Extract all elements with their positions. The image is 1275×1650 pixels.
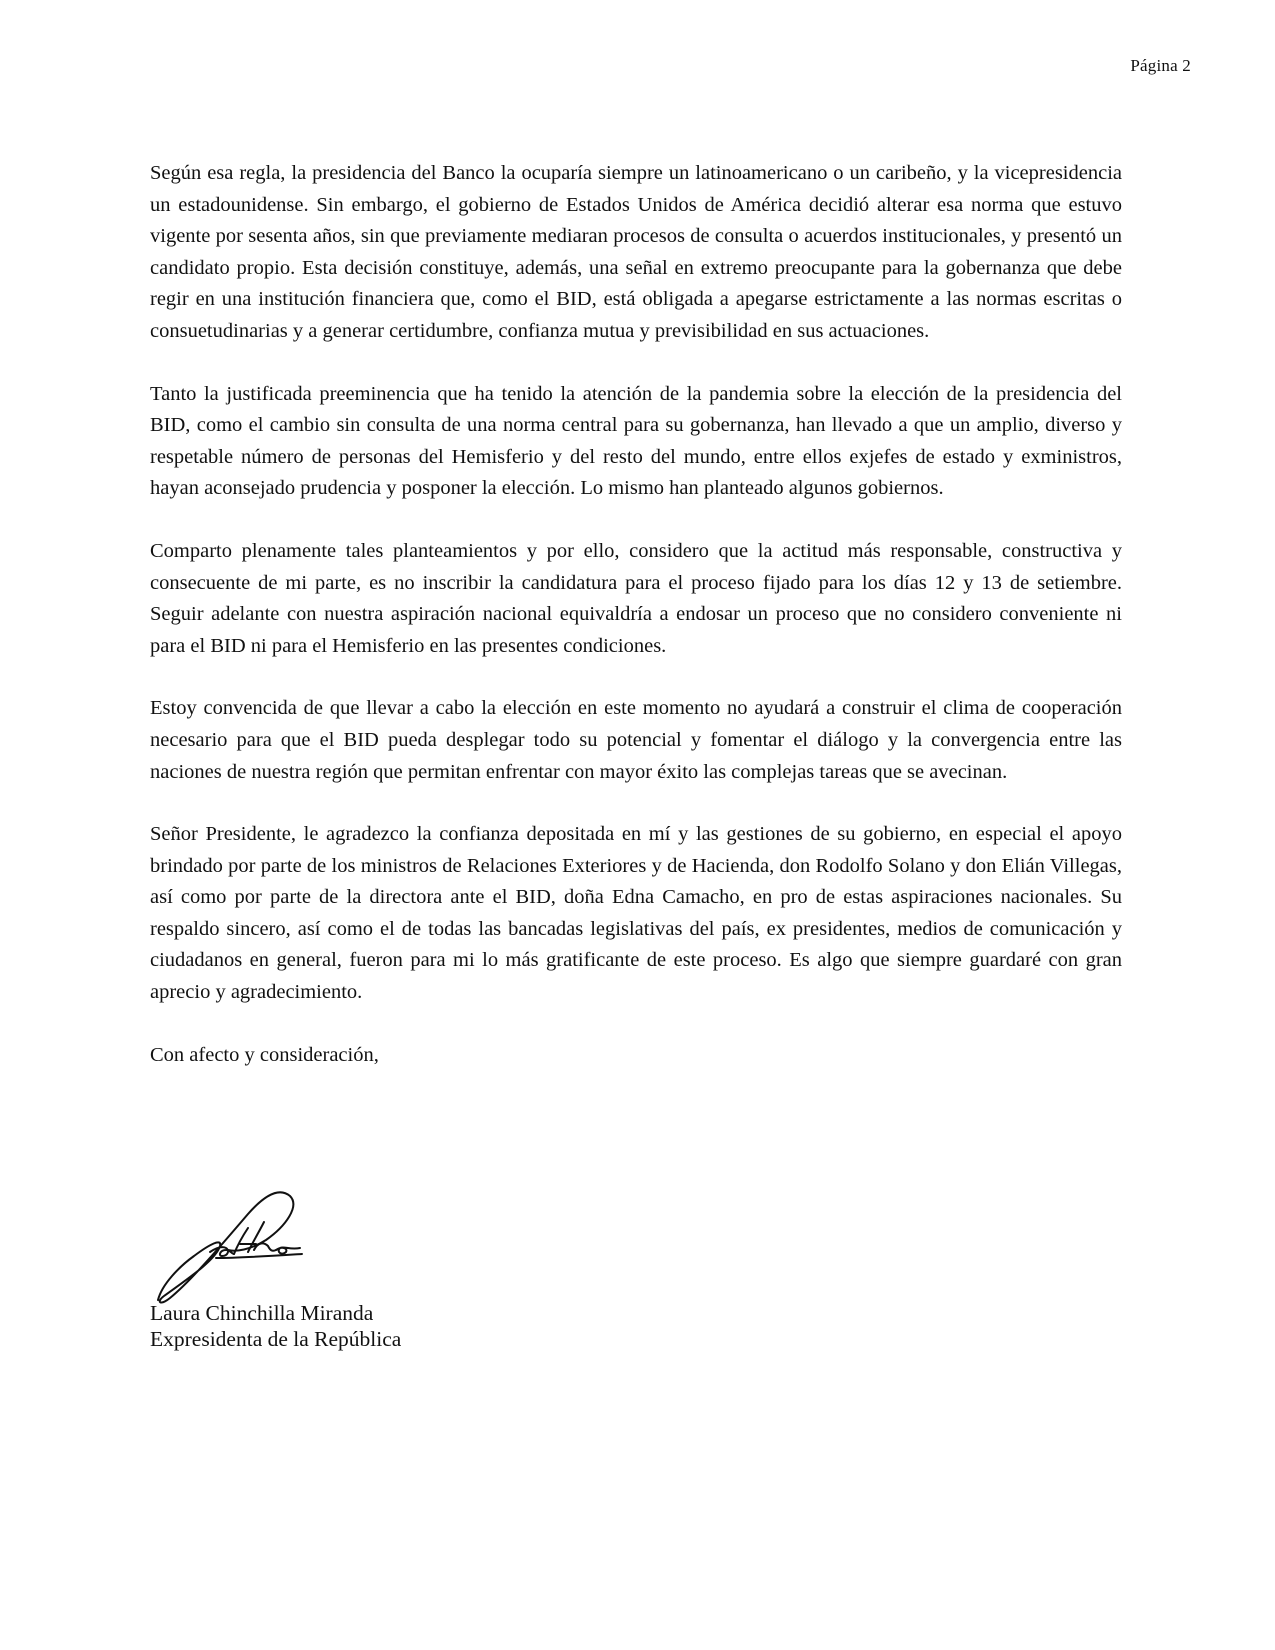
signer-block xyxy=(150,1300,401,1352)
paragraph-5: Señor Presidente, le agradezco la confianza depositada en mí y las gestiones de su gobierno, en especial el apoyo brindado por parte de los ministros de Relaciones Exteriores y de Hacienda, don Rodolfo Solano y don Elián Villegas, así como por parte de la directora ante el BID, doña Edna Camacho, en pro de estas aspiraciones nacionales. Su respaldo sincero, así como el de todas las bancadas legislativas del país, ex presidentes, medios de comunicación y ciudadanos en general, fueron para mi lo más gratificante de este proceso. Es algo que siempre guardaré con gran aprecio y agradecimiento. xyxy=(150,823,1122,1004)
closing-line: Con afecto y consideración, xyxy=(150,1043,379,1066)
letter-body xyxy=(150,158,1122,1071)
handwritten-signature xyxy=(150,1188,310,1310)
signer-name: Laura Chinchilla Miranda xyxy=(150,1301,374,1325)
paragraph-2: Tanto la justificada preeminencia que ha tenido la atención de la pandemia sobre la elección de la presidencia del BID, como el cambio sin consulta de una norma central para su gobernanza, han llevado a que un amplio, diverso y respetable número de personas del Hemisferio y del resto del mundo, entre ellos exjefes de estado y exministros, hayan aconsejado prudencia y posponer la elección. Lo mismo han planteado algunos gobiernos. xyxy=(150,382,1122,500)
paragraph-3: Comparto plenamente tales planteamientos y por ello, considero que la actitud más responsable, constructiva y consecuente de mi parte, es no inscribir la candidatura para el proceso fijado para los días 12 y 13 de setiembre. Seguir adelante con nuestra aspiración nacional equivaldría a endosar un proceso que no considero conveniente ni para el BID ni para el Hemisferio en las presentes condiciones. xyxy=(150,539,1122,657)
signer-title: Expresidenta de la República xyxy=(150,1327,402,1351)
page-number: Página 2 xyxy=(1130,56,1191,75)
paragraph-1: Según esa regla, la presidencia del Banco la ocuparía siempre un latinoamericano o un caribeño, y la vicepresidencia un estadounidense. Sin embargo, el gobierno de Estados Unidos de América decidió alterar esa norma que estuvo vigente por sesenta años, sin que previamente mediaran procesos de consulta o acuerdos institucionales, y presentó un candidato propio. Esta decisión constituye, además, una señal en extremo preocupante para la gobernanza que debe regir en una institución financiera que, como el BID, está obligada a apegarse estrictamente a las normas escritas o consuetudinarias y a generar certidumbre, confianza mutua y previsibilidad en sus actuaciones. xyxy=(150,162,1122,342)
paragraph-4: Estoy convencida de que llevar a cabo la elección en este momento no ayudará a construir el clima de cooperación necesario para que el BID pueda desplegar todo su potencial y fomentar el diálogo y la convergencia entre las naciones de nuestra región que permitan enfrentar con mayor éxito las complejas tareas que se avecinan. xyxy=(150,697,1122,783)
